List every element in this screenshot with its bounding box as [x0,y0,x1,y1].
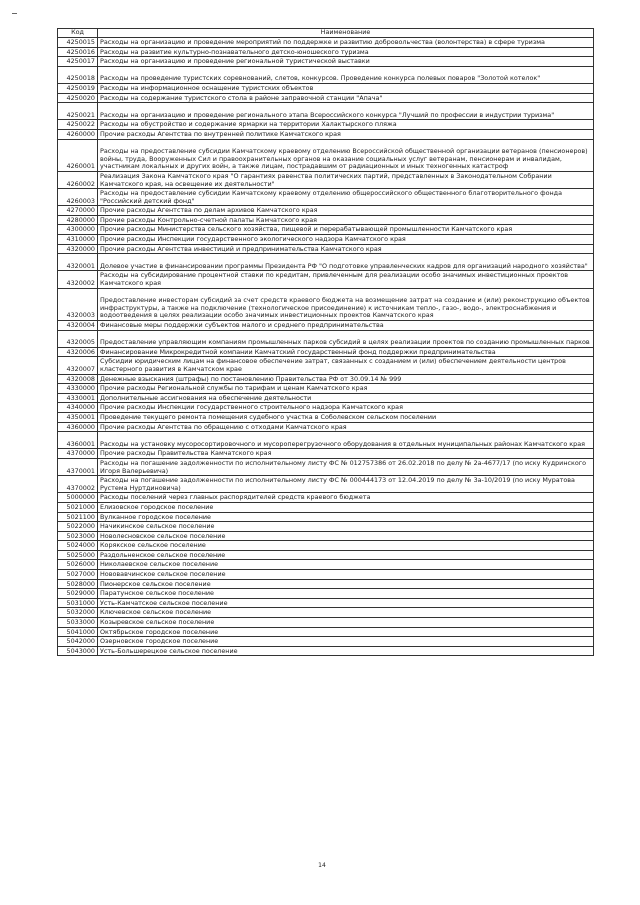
row-name: Вулканное городское поселение [98,512,594,522]
row-code: 5031000 [58,598,98,608]
row-code: 5023000 [58,531,98,541]
table-row [58,244,594,254]
row-name: Прочие расходы Инспекции государственного экологического надзора Камчатского края [98,235,594,245]
row-name: Елизовское городское поселение [98,502,594,512]
row-name: Новолесновское сельское поселение [98,531,594,541]
table-row [58,570,594,580]
row-code: 5028000 [58,579,98,589]
table-row [58,139,594,171]
row-name: Долевое участие в финансировании программы Президента РФ "О подготовке управленческих кадров для организаций народного хозяйства" [98,254,594,271]
row-name: Финансирование Микрокредитной компании Камчатский государственный фонд поддержки предпринимательства [98,347,594,357]
row-code: 4320003 [58,288,98,320]
row-code: 4260000 [58,129,98,139]
row-code: 4340000 [58,403,98,413]
row-name: Прочие расходы Контрольно-счетной палаты Камчатского края [98,215,594,225]
row-name: Прочие расходы Агентства по внутренней политике Камчатского края [98,129,594,139]
row-name: Субсидии юридическим лицам на финансовое обеспечение затрат, связанных с созданием и (или) обеспечением деятельности центров кластерного развития в Камчатском крае [98,357,594,374]
table-row [58,57,594,67]
row-name: Финансовые меры поддержки субъектов малого и среднего предпринимательства [98,321,594,331]
table-row [58,38,594,48]
table-row [58,189,594,206]
row-code: 4360000 [58,422,98,432]
table-row [58,476,594,493]
row-name: Расходы на содержание туристского стола в районе заправочной станции "Апача" [98,93,594,103]
row-code: 4250015 [58,38,98,48]
table-row [58,384,594,394]
table-row [58,254,594,271]
row-code: 4370000 [58,449,98,459]
table-row [58,608,594,618]
row-code: 4250018 [58,66,98,83]
row-name: Расходы на погашение задолженности по исполнительному листу ФС № 012757386 от 26.02.2018 по делу № 2а-4677/17 (по иску Кудринского Игоря Валерьевича) [98,458,594,475]
row-code: 4260001 [58,139,98,171]
table-row [58,235,594,245]
table-row [58,271,594,288]
table-row [58,579,594,589]
row-name: Октябрьское городское поселение [98,627,594,637]
row-name: Проведение текущего ремонта помещения судебного участка в Соболевском сельском поселении [98,412,594,422]
table-row [58,550,594,560]
table-row [58,347,594,357]
row-code: 4250020 [58,93,98,103]
row-code: 5025000 [58,550,98,560]
row-code: 5026000 [58,560,98,570]
table-row [58,374,594,384]
table-row [58,93,594,103]
row-code: 4320005 [58,330,98,347]
row-name: Расходы на развитие культурно-познавательного детско-юношеского туризма [98,47,594,57]
row-name: Начикинское сельское поселение [98,522,594,532]
row-name: Прочие расходы Агентства по делам архивов Камчатского края [98,206,594,216]
table-row [58,560,594,570]
row-code: 4250019 [58,83,98,93]
row-code: 4250021 [58,103,98,120]
table-row [58,512,594,522]
row-name: Расходы на проведение туристских соревнований, слетов, конкурсов. Проведение конкурса полевых поваров "Золотой котелок" [98,66,594,83]
row-code: 4320000 [58,244,98,254]
row-code: 4360001 [58,432,98,449]
row-name: Дополнительные ассигнования на обеспечение деятельности [98,393,594,403]
row-code: 4370002 [58,476,98,493]
row-name: Усть-Камчатское сельское поселение [98,598,594,608]
row-name: Денежные взыскания (штрафы) по постановлению Правительства РФ от 30.09.14 № 999 [98,374,594,384]
row-name: Корякское сельское поселение [98,541,594,551]
row-code: 4280000 [58,215,98,225]
table-body [58,38,594,656]
column-header-name: Наименование [98,29,594,38]
row-name: Предоставление инвесторам субсидий за счет средств краевого бюджета на возмещение затрат на создание и (или) реконструкцию объектов инфраструктуры, а также на подключение (технологическое присоединение) к источникам тепло-, газо-, водо-, электроснабжения и водоотведения в целях реализации особо значимых инвестиционных проектов Камчатского края [98,288,594,320]
row-name: Озерновское городское поселение [98,637,594,647]
row-code: 4330001 [58,393,98,403]
row-name: Прочие расходы Министерства сельского хозяйства, пищевой и перерабатывающей промышленности Камчатского края [98,225,594,235]
row-code: 5024000 [58,541,98,551]
row-name: Предоставление управляющим компаниям промышленных парков субсидий в целях реализации проектов по созданию промышленных парков [98,330,594,347]
row-name: Нововавчинское сельское поселение [98,570,594,580]
row-code: 4320001 [58,254,98,271]
table-row [58,449,594,459]
table-row [58,531,594,541]
table-row [58,120,594,130]
row-code: 5029000 [58,589,98,599]
row-name: Расходы на информационное оснащение туристских объектов [98,83,594,93]
table-row [58,206,594,216]
table-row [58,357,594,374]
row-name: Расходы на субсидирование процентной ставки по кредитам, привлеченным для реализации особо значимых инвестиционных проектов Камчатского края [98,271,594,288]
row-code: 4250022 [58,120,98,130]
row-code: 5033000 [58,618,98,628]
table-row [58,412,594,422]
row-code: 5021100 [58,512,98,522]
row-code: 4260003 [58,189,98,206]
table-row [58,458,594,475]
row-name: Расходы на обустройство и содержание ярмарки на территории Халактырского пляжа [98,120,594,130]
row-name: Расходы на организацию и проведение региональной туристической выставки [98,57,594,67]
row-code: 5021000 [58,502,98,512]
table-row [58,129,594,139]
row-name: Николаевское сельское поселение [98,560,594,570]
row-name: Расходы на организацию и проведение мероприятий по поддержке и развитию добровольчества (волонтерства) в сфере туризма [98,38,594,48]
row-code: 5000000 [58,493,98,503]
table-row [58,522,594,532]
table-row [58,541,594,551]
row-code: 4250016 [58,47,98,57]
row-name: Прочие расходы Агентства инвестиций и предпринимательства Камчатского края [98,244,594,254]
row-name: Козыревское сельское поселение [98,618,594,628]
row-code: 4270000 [58,206,98,216]
table-row [58,598,594,608]
table-row [58,422,594,432]
page-number: 14 [318,862,326,869]
row-code: 4320008 [58,374,98,384]
row-name: Прочие расходы Инспекции государственного строительного надзора Камчатского края [98,403,594,413]
table-row [58,589,594,599]
row-name: Усть-Большерецкое сельское поселение [98,646,594,656]
table-header-row [58,29,594,38]
row-code: 4370001 [58,458,98,475]
table-row [58,432,594,449]
row-code: 4320004 [58,321,98,331]
table-row [58,646,594,656]
table-row [58,330,594,347]
row-code: 4300000 [58,225,98,235]
row-name: Паратунское сельское поселение [98,589,594,599]
table-row [58,393,594,403]
row-code: 5027000 [58,570,98,580]
row-code: 4260002 [58,171,98,188]
table-row [58,103,594,120]
row-code: 4250017 [58,57,98,67]
row-code: 4330000 [58,384,98,394]
table-row [58,47,594,57]
table-row [58,288,594,320]
row-code: 4310000 [58,235,98,245]
row-code: 5042000 [58,637,98,647]
table-row [58,502,594,512]
corner-mark [12,13,17,14]
row-code: 5022000 [58,522,98,532]
row-code: 5032000 [58,608,98,618]
row-name: Пионерское сельское поселение [98,579,594,589]
row-name: Расходы на предоставление субсидии Камчатскому краевому отделению общероссийского общественного благотворительного фонда "Российский детский фонд" [98,189,594,206]
table-row [58,637,594,647]
column-header-code: Код [58,29,98,38]
row-code: 5041000 [58,627,98,637]
row-name: Расходы на установку мусоросортировочного и мусороперегрузочного оборудования в отдельных муниципальных районах Камчатского края [98,432,594,449]
row-name: Расходы на организацию и проведение регионального этапа Всероссийского конкурса "Лучший по профессии в индустрии туризма" [98,103,594,120]
row-name: Прочие расходы Правительства Камчатского края [98,449,594,459]
row-name: Прочие расходы Агентства по обращению с отходами Камчатского края [98,422,594,432]
row-name: Реализация Закона Камчатского края "О гарантиях равенства политических партий, представленных в Законодательном Собрании Камчатского края, на освещение их деятельности" [98,171,594,188]
row-name: Расходы на предоставление субсидии Камчатскому краевому отделению Всероссийской общественной организации ветеранов (пенсионеров) войны, труда, Вооруженных Сил и правоохранительных органов на оказание социальных услуг ветеранам, пенсионерам и инвалидам, участникам локальных и других войн, а также лицам, пострадавшим от радиационных и иных техногенных катастроф [98,139,594,171]
row-code: 4320002 [58,271,98,288]
table-row [58,618,594,628]
row-name: Расходы поселений через главных распорядителей средств краевого бюджета [98,493,594,503]
table-row [58,225,594,235]
table-row [58,627,594,637]
row-name: Ключевское сельское поселение [98,608,594,618]
row-code: 4320007 [58,357,98,374]
budget-codes-table [57,28,594,656]
table-row [58,403,594,413]
row-name: Расходы на погашение задолженности по исполнительному листу ФС № 000444173 от 12.04.2019 по делу № 3а-10/2019 (по иску Муратова Рустема Нуртдиновича) [98,476,594,493]
table-row [58,83,594,93]
row-code: 5043000 [58,646,98,656]
row-code: 4350001 [58,412,98,422]
table-row [58,493,594,503]
table-row [58,171,594,188]
row-name: Прочие расходы Региональной службы по тарифам и ценам Камчатского края [98,384,594,394]
row-name: Раздольненское сельское поселение [98,550,594,560]
table-row [58,321,594,331]
table-row [58,215,594,225]
row-code: 4320006 [58,347,98,357]
table-row [58,66,594,83]
